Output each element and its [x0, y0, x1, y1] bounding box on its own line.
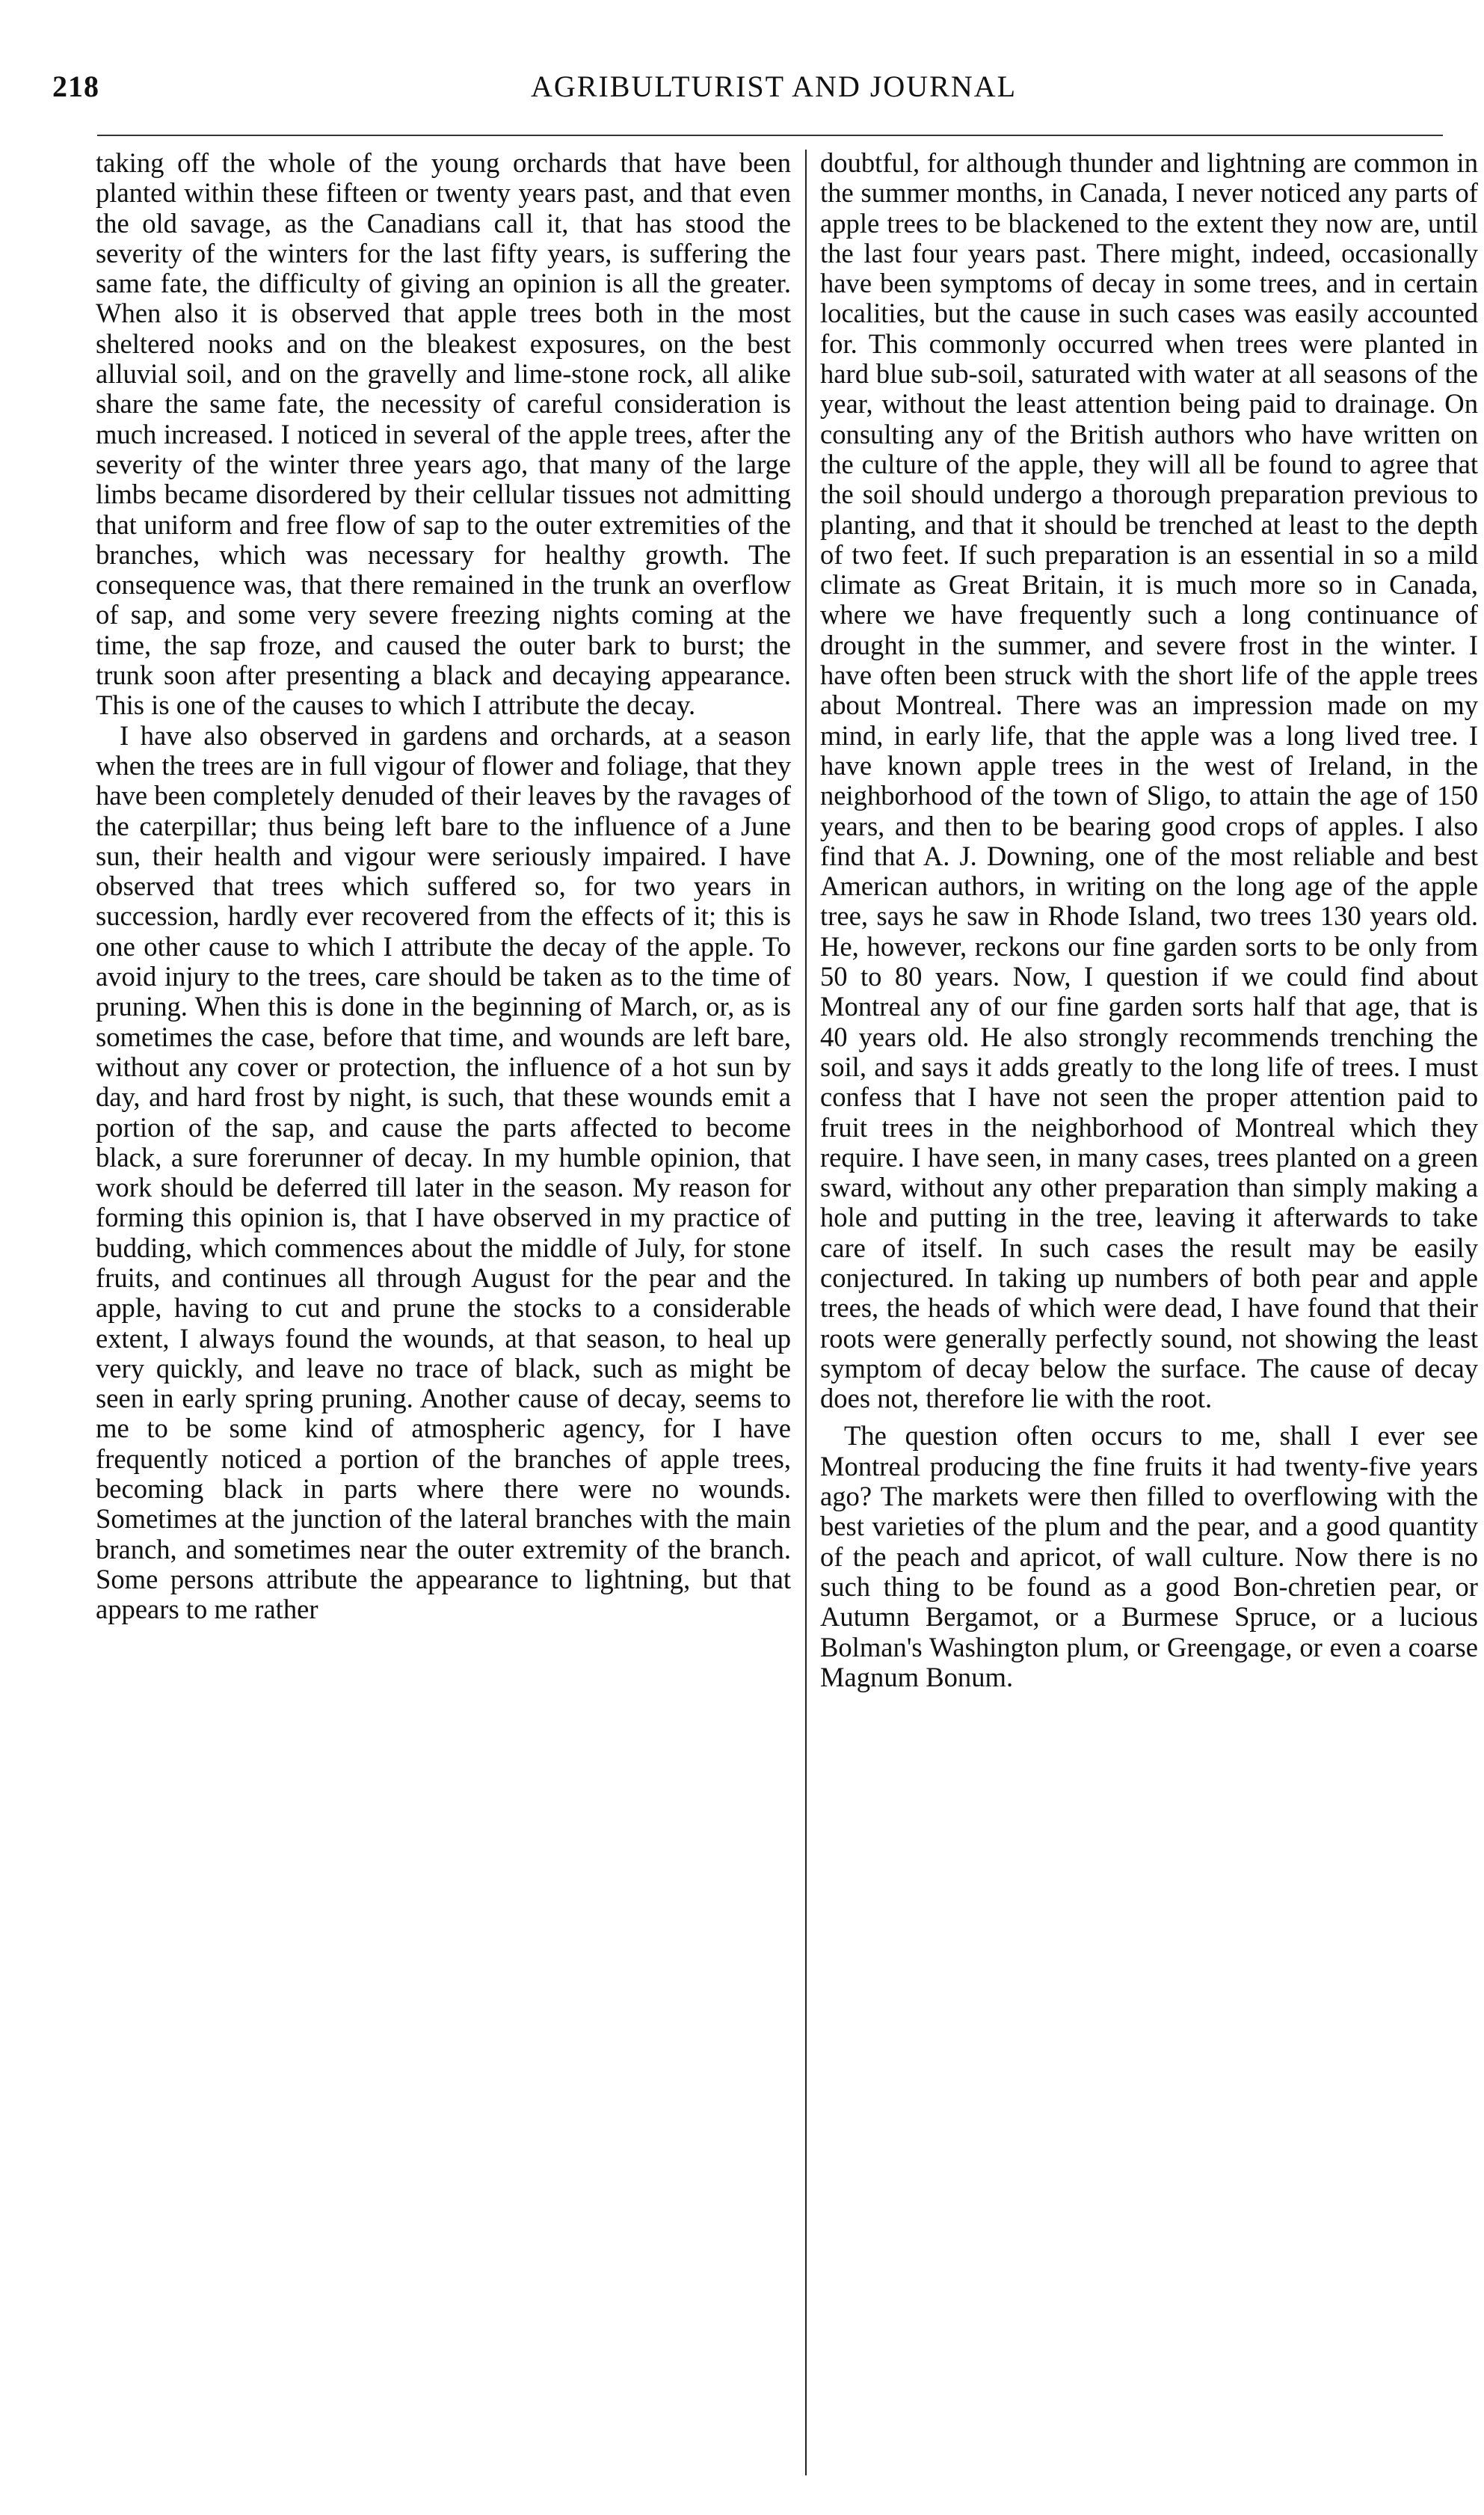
right-column	[820, 148, 1478, 2496]
page-header	[52, 69, 1398, 121]
column-divider	[805, 150, 807, 2475]
running-head: AGRIBULTURIST AND JOURNAL	[531, 70, 1017, 103]
paragraph: doubtful, for although thunder and lightning are common in the summer months, in Canada, I never noticed any parts of apple trees to be blackened to the extent they now are, until the last four years past. There might, indeed, occasionally have been symptoms of decay in some trees, and in certain localities, but the cause in such cases was easily accounted for. This commonly occurred when trees were planted in hard blue sub-soil, saturated with water at all seasons of the year, without the least attention being paid to drainage. On consulting any of the British authors who have written on the culture of the apple, they will all be found to agree that the soil should undergo a thorough preparation previous to planting, and that it should be trenched at least to the depth of two feet. If such preparation is an essential in so a mild climate as Great Britain, it is much more so in Canada, where we have frequently such a long continuance of drought in the summer, and severe frost in the winter. I have often been struck with the short life of the apple trees about Montreal. There was an impression made on my mind, in early life, that the apple was a long lived tree. I have known apple trees in the west of Ireland, in the neighborhood of the town of Sligo, to attain the age of 150 years, and then to be bearing good crops of apples. I also find that A. J. Downing, one of the most reliable and best American authors, in writing on the long age of the apple tree, says he saw in Rhode Island, two trees 130 years old. He, however, reckons our fine garden sorts to be only from 50 to 80 years. Now, I question if we could find about Montreal any of our fine garden sorts half that age, that is 40 years old. He also strongly recommends trenching the soil, and says it adds greatly to the long life of trees. I must confess that I have not seen the proper attention paid to fruit trees in the neighborhood of Montreal which they require. I have seen, in many cases, trees planted on a green sward, without any other preparation than simply making a hole and putting in the tree, leaving it afterwards to take care of itself. In such cases the result may be easily conjectured. In taking up numbers of both pear and apple trees, the heads of which were dead, I have found that their roots were generally perfectly sound, not showing the least symptom of decay below the surface. The cause of decay does not, therefore lie with the root.	[820, 148, 1478, 1414]
paragraph: taking off the whole of the young orchards that have been planted within these fifteen or twenty years past, and that even the old savage, as the Canadians call it, that has stood the severity of the winters for the last fifty years, is suffering the same fate, the difficulty of giving an opinion is all the greater. When also it is observed that apple trees both in the most sheltered nooks and on the bleakest exposures, on the best alluvial soil, and on the gravelly and lime-stone rock, all alike share the same fate, the necessity of careful consideration is much increased. I noticed in several of the apple trees, after the severity of the winter three years ago, that many of the large limbs became disordered by their cellular tissues not admitting that uniform and free flow of sap to the outer extremities of the branches, which was necessary for healthy growth. The consequence was, that there remained in the trunk an overflow of sap, and some very severe freezing nights coming at the time, the sap froze, and caused the outer bark to burst; the trunk soon after presenting a black and decaying appearance. This is one of the causes to which I attribute the decay.	[96, 148, 791, 721]
page-number: 218	[52, 70, 99, 103]
paragraph: The question often occurs to me, shall I ever see Montreal producing the fine fruits it had twenty-five years ago? The markets were then filled to overflowing with the best varieties of the plum and the pear, and a good quantity of the peach and apricot, of wall culture. Now there is no such thing to be found as a good Bon-chretien pear, or Autumn Bergamot, or a Burmese Spruce, or a lucious Bolman's Washington plum, or Greengage, or even a coarse Magnum Bonum.	[820, 1420, 1478, 1692]
left-column	[96, 148, 791, 2496]
paragraph: I have also observed in gardens and orchards, at a season when the trees are in full vigour of flower and foliage, that they have been completely denuded of their leaves by the ravages of the caterpillar; thus being left bare to the influence of a June sun, their health and vigour were seriously impaired. I have observed that trees which suffered so, for two years in succession, hardly ever recovered from the effects of it; this is one other cause to which I attribute the decay of the apple. To avoid injury to the trees, care should be taken as to the time of pruning. When this is done in the beginning of March, or, as is sometimes the case, before that time, and wounds are left bare, without any cover or protection, the influence of a hot sun by day, and hard frost by night, is such, that these wounds emit a portion of the sap, and cause the parts affected to become black, a sure forerunner of decay. In my humble opinion, that work should be deferred till later in the season. My reason for forming this opinion is, that I have observed in my practice of budding, which commences about the middle of July, for stone fruits, and continues all through August for the pear and the apple, having to cut and prune the stocks to a considerable extent, I always found the wounds, at that season, to heal up very quickly, and leave no trace of black, such as might be seen in early spring pruning. Another cause of decay, seems to me to be some kind of atmospheric agency, for I have frequently noticed a portion of the branches of apple trees, becoming black in parts where there were no wounds. Sometimes at the junction of the lateral branches with the main branch, and sometimes near the outer extremity of the branch. Some persons attribute the appearance to lightning, but that appears to me rather	[96, 719, 791, 1625]
header-rule	[97, 135, 1443, 136]
